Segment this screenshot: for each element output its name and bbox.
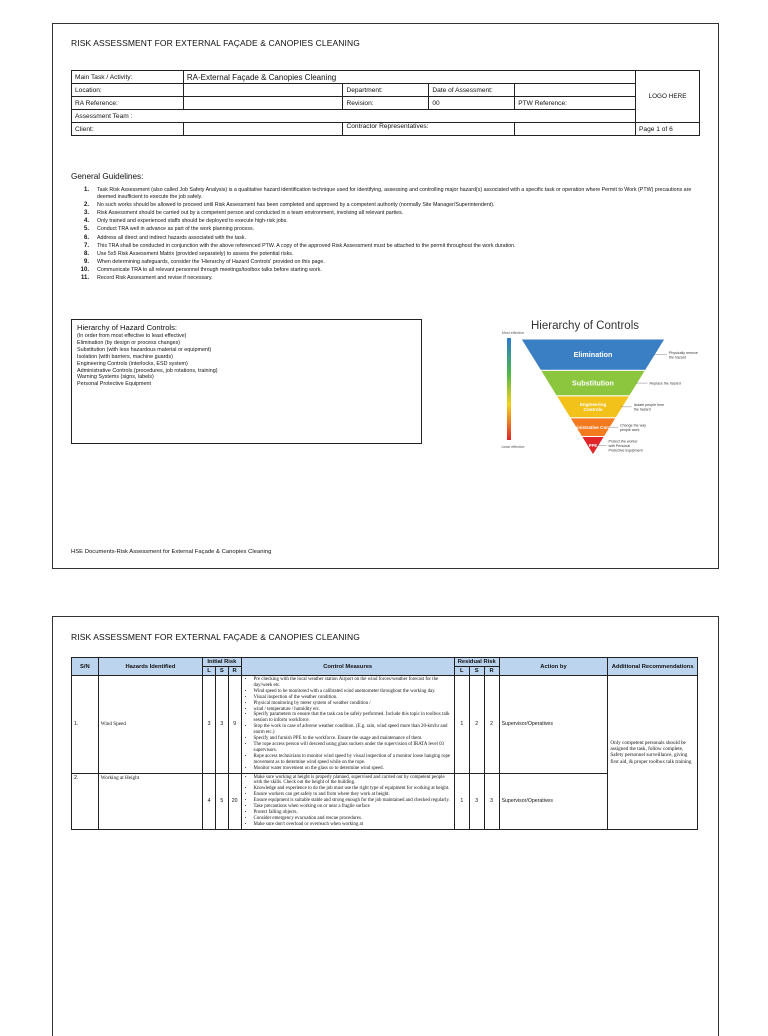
control-measure-item: • Make sure don't overload or overreach when working at [254,822,452,828]
control-measure-item: • Ensure workers can get safely to and from where they work at height. [254,792,452,798]
logo-placeholder: LOGO HERE [636,71,700,123]
general-guidelines [71,172,711,284]
control-measure-item: • Wind speed to be monitored with a calibrated wind anemometer throughout the working day. [254,689,452,695]
pyramid-note: Physically remove [669,350,698,355]
revision-label: Revision: [343,97,429,110]
control-measure-item: • wind / temperature / humidity etc. [254,707,452,713]
guideline-number: 11. [80,275,89,282]
pyramid-note: Replace the hazard [649,381,681,386]
control-measure-item: • Stop the work in case of adverse weather condition. (E.g. rain, wind speed more than 20-km/hr and storm etc.) [254,724,452,736]
row-control-measures [241,773,454,829]
date-label: Date of Assessment: [429,84,515,97]
additional-recommendations: Only competent personals should be assigned the task, follow complete, Safety personnel surveillance, giving first aid, & proper toolbox talk training [608,676,698,830]
guideline-item [71,243,711,250]
date-value [515,84,636,97]
col-hazards: Hazards Identified [98,658,203,676]
hierarchy-box-title: Hierarchy of Hazard Controls: [77,323,178,332]
pyramid-band-label: Controls [583,406,603,412]
guideline-number: 4. [83,218,89,225]
location-value [183,84,343,97]
col-initial-s: S [215,667,228,676]
row-initial-l: 4 [203,773,216,829]
row-sn: 1. [72,676,99,774]
col-initial-l: L [203,667,216,676]
control-measure-item: • Knowledge and experience to do the job must use the right type of equipment for working at height. [254,786,452,792]
guideline-item [71,187,711,200]
document-page-2 [52,616,719,1036]
row-action-by: Supervisor/Operatives [499,773,608,829]
guideline-text: This TRA shall be conducted in conjunction with the above referenced PTW. A copy of the approved Risk Assessment must be attached to the permit throughout the work duration. [97,242,516,249]
guideline-number: 1. [83,187,89,193]
guideline-number: 5. [83,226,89,233]
col-control-measures: Control Measures [241,658,454,676]
pyramid-note: people work [620,427,640,432]
row-residual-r: 2 [484,676,499,774]
col-sn: S/N [72,658,99,676]
pyramid-note: Protect the worker [608,439,638,444]
guideline-number: 6. [83,234,89,241]
ra-reference-label: RA Reference: [72,97,184,110]
guideline-number: 8. [83,250,89,257]
guideline-item [71,235,711,242]
guideline-number: 7. [83,242,89,249]
hierarchy-line: Elimination (by design or process changes) [77,339,181,346]
page-number: Page 1 of 6 [636,123,700,136]
col-residual-s: S [469,667,484,676]
guideline-text: When determining safeguards, consider the 'Hierarchy of Hazard Controls' provided on this page. [97,259,325,266]
hierarchy-box-lines [77,333,416,388]
page-title-2: RISK ASSESSMENT FOR EXTERNAL FAÇADE & CANOPIES CLEANING [71,632,360,642]
guideline-item [71,210,711,217]
department-label: Department: [343,84,429,97]
col-residual-r: R [484,667,499,676]
ra-reference-value [183,97,343,110]
guideline-text: Record Risk Assessment and revise if necessary. [97,275,213,282]
guidelines-title: General Guidelines: [71,172,144,181]
risk-assessment-table [71,657,698,830]
guideline-item [71,218,711,225]
row-sn: 2. [72,773,99,829]
assessment-header-table [71,70,700,136]
least-effective-label: Least effective [501,445,525,449]
pyramid-band-label: Substitution [572,378,614,388]
contractor-representatives-value [515,123,636,136]
ptw-reference-label: PTW Reference: [515,97,636,110]
main-task-label: Main Task / Activity: [72,71,184,84]
guideline-item [71,267,711,274]
page-title: RISK ASSESSMENT FOR EXTERNAL FAÇADE & CANOPIES CLEANING [71,38,360,48]
revision-value: 00 [429,97,515,110]
hierarchy-line: (In order from most effective to least effective) [77,333,187,339]
main-task-value: RA-External Façade & Canopies Cleaning [183,71,635,84]
col-residual-l: L [454,667,469,676]
document-page-1 [52,23,719,569]
control-measures-list [244,677,452,772]
col-initial-r: R [228,667,241,676]
hierarchy-line: Engineering Controls (interlocks, ESD system) [77,360,188,367]
hierarchy-line: Warning Systems (signs, labels) [77,374,154,381]
pyramid-title: Hierarchy of Controls [531,320,640,332]
guideline-number: 3. [83,209,89,216]
row-initial-r: 9 [228,676,241,774]
control-measure-item: • Rope access technicians to monitor wind speed by visual inspection of a monitor loose hanging rope movement as to determine wind speed while on the rope. [254,754,452,766]
control-measure-item: • Make sure working at height is properly planned, supervised and carried out by competent people with the skills. Check out the height of the building. [254,775,452,787]
pyramid-levels [521,339,698,455]
row-hazard: Working at Height [98,773,203,829]
guideline-text: Task Risk Assessment (also called Job Safety Analysis) is a qualitative hazard identification technique used for identifying, assessing and controlling major hazard(s) associated with a specific task or operation where Permit to Work (PTW) precautions are deemed insufficient to execute the job safely. [97,187,692,200]
guideline-number: 10. [80,267,89,274]
row-control-measures [241,676,454,774]
guideline-number: 9. [83,259,89,266]
client-label: Client: [72,123,184,136]
hierarchy-line: Isolation (with barriers, machine guards) [77,353,173,360]
table-row [72,676,698,774]
pyramid-note: with Personal [608,444,631,449]
control-measure-item: • Specify parameters to ensure that the task can be safely performed. Include this topic in toolbox talk session to inform workforce. [254,712,452,724]
guideline-text: No such works should be allowed to proceed until Risk Assessment has been completed and approved by a competent authority (normally Site Manager/Superintendent). [97,201,495,208]
guideline-text: Address all direct and indirect hazards associated with the task. [97,234,246,241]
row-action-by: Supervisor/Operatives [499,676,608,774]
hierarchy-line: Personal Protective Equipment [77,381,152,388]
pyramid-note: the hazard [669,355,686,360]
pyramid-band-label: Engineering [579,402,607,408]
pyramid-note: Change the way [620,423,647,428]
client-value [183,123,343,136]
hierarchy-of-hazard-controls-box [71,319,422,444]
control-measure-item: • Ensure equipment is suitable stable and strong enough for the job maintained and checked regularly. [254,798,452,804]
row-hazard: Wind Speed [98,676,203,774]
most-effective-label: Most effective [501,331,525,335]
row-residual-l: 1 [454,676,469,774]
guideline-text: Use 5x5 Risk Assessment Matrix (provided separately) to assess the potential risks. [97,250,294,257]
table-row [72,773,698,829]
hierarchy-line: Administrative Controls (procedures, job rotations, training) [77,367,218,374]
pyramid-note: Protective Equipment [608,448,643,453]
pyramid-band-label: Administrative Controls [566,424,620,430]
col-residual-risk: Residual Risk [454,658,499,667]
row-residual-s: 3 [469,773,484,829]
row-initial-r: 20 [228,773,241,829]
col-initial-risk: Initial Risk [203,658,241,667]
effectiveness-arrow [507,338,511,440]
pyramid-band-label: Elimination [573,350,613,360]
guideline-text: Only trained and experienced staffs should be deployed to execute high-risk jobs. [97,218,288,225]
hierarchy-line: Substitution (with less hazardous material or equipment) [77,346,212,353]
col-action-by: Action by [499,658,608,676]
control-measure-item: • Specify and furnish PPE to the workforce. Ensure the usage and maintenance of them. [254,736,452,742]
guideline-item [71,226,711,233]
row-residual-l: 1 [454,773,469,829]
control-measure-item: • The rope access person will descend using glass suckers under the supervision of IRATA level 03 supervisors. [254,742,452,754]
row-residual-r: 3 [484,773,499,829]
control-measure-item: • Monitor water movement on the glass so to determine wind speed. [254,766,452,772]
control-measure-item: • Visual inspection of the weather condition. [254,695,452,701]
assessment-team-label: Assessment Team : [72,110,636,123]
control-measure-item: • Consider emergency evacuation and rescue procedures. [254,816,452,822]
control-measure-item: • Pre checking with the local weather station Airport on the wind forces/weather forecast for the day/week etc. [254,677,452,689]
row-initial-s: 5 [215,773,228,829]
row-initial-s: 3 [215,676,228,774]
guidelines-list [71,187,711,282]
pyramid-note: the hazard [633,407,651,412]
hierarchy-of-controls-pyramid [445,317,698,457]
pyramid-band-label: PPE [588,443,598,449]
guideline-item [71,251,711,258]
control-measure-item: • Take precautions when working on or near a fragile surface [254,804,452,810]
guideline-number: 2. [83,201,89,208]
guideline-text: Conduct TRA well in advance as part of the work planning process. [97,226,255,233]
control-measure-item: • Protect falling objects. [254,810,452,816]
row-initial-l: 3 [203,676,216,774]
guideline-item [71,259,711,266]
guideline-item [71,275,711,282]
page-footer: HSE Documents-Risk Assessment for External Façade & Canopies Cleaning [71,549,272,555]
location-label: Location: [72,84,184,97]
guideline-text: Communicate TRA to all relevant personnel through meetings/toolbox talks before starting work. [97,267,322,274]
control-measures-list [244,775,452,828]
row-residual-s: 2 [469,676,484,774]
contractor-representatives-label: Contractor Representatives: [343,123,515,136]
pyramid-note: Isolate people from [633,403,665,408]
col-additional-recommendations: Additional Recommendations [608,658,698,676]
guideline-item [71,202,711,209]
guideline-text: Risk Assessment should be carried out by a competent person and conducted in a team environment, involving all relevant parties. [97,209,404,216]
control-measure-item: • Physical monitoring by meter system of weather condition / [254,701,452,707]
